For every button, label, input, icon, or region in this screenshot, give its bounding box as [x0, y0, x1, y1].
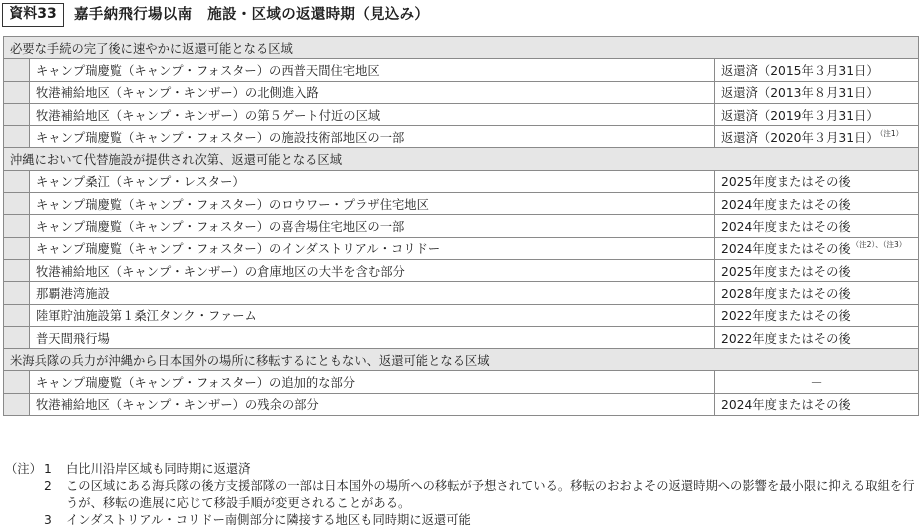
- return-date: 2028年度またはその後: [721, 286, 851, 301]
- note-item: [0, 512, 920, 529]
- return-date: 2024年度またはその後: [721, 197, 851, 212]
- table-row: [4, 81, 919, 103]
- return-date: 2022年度またはその後: [721, 309, 851, 324]
- table-row: [4, 371, 919, 393]
- section-title: 米海兵隊の兵力が沖縄から日本国外の場所に移転するにともない、返還可能となる区域: [4, 349, 919, 371]
- return-date: 2024年度またはその後: [721, 220, 851, 235]
- section-title: 必要な手続の完了後に速やかに返還可能となる区域: [4, 37, 919, 59]
- note-text: この区域にある海兵隊の後方支援部隊の一部は日本国外の場所への移転が予想されている。移転のおおよその返還時期への影響を最小限に抑える取組を行うが、移転の進展に応じて移設手順が変更されることがある。: [66, 479, 915, 510]
- return-date-cell: [715, 215, 919, 237]
- return-date-cell: [715, 237, 919, 259]
- page-title: 嘉手納飛行場以南 施設・区域の返還時期（見込み）: [74, 7, 430, 23]
- return-date-cell: [715, 81, 919, 103]
- table-row: [4, 259, 919, 281]
- row-indent: [4, 59, 30, 81]
- return-date-cell: [715, 282, 919, 304]
- return-schedule-table: [3, 36, 919, 416]
- table-row: [4, 282, 919, 304]
- table-row: [4, 215, 919, 237]
- facility-name: キャンプ瑞慶覧（キャンプ・フォスター）の追加的な部分: [30, 371, 715, 393]
- section-header-row: [4, 349, 919, 371]
- table-row: [4, 170, 919, 192]
- document-header: [0, 0, 920, 30]
- return-date-cell: [715, 304, 919, 326]
- table-row: [4, 304, 919, 326]
- table-row: [4, 326, 919, 348]
- table-row: [4, 126, 919, 148]
- facility-name: キャンプ瑞慶覧（キャンプ・フォスター）のインダストリアル・コリドー: [30, 237, 715, 259]
- row-indent: [4, 103, 30, 125]
- return-date: 2024年度またはその後: [721, 242, 851, 257]
- return-date: 2025年度またはその後: [721, 264, 851, 279]
- row-indent: [4, 81, 30, 103]
- return-date-cell: [715, 371, 919, 393]
- row-indent: [4, 304, 30, 326]
- return-date-cell: [715, 103, 919, 125]
- section-title: 沖縄において代替施設が提供され次第、返還可能となる区域: [4, 148, 919, 170]
- facility-name: 牧港補給地区（キャンプ・キンザー）の北側進入路: [30, 81, 715, 103]
- return-date-cell: [715, 170, 919, 192]
- return-date-cell: [715, 126, 919, 148]
- section-header-row: [4, 148, 919, 170]
- return-date-cell: [715, 259, 919, 281]
- note-number: 3: [44, 513, 52, 527]
- return-date-cell: [715, 193, 919, 215]
- notes-section: [0, 461, 920, 529]
- note-text: インダストリアル・コリドー南側部分に隣接する地区も同時期に返還可能: [66, 513, 471, 527]
- table-row: [4, 103, 919, 125]
- return-date: 返還済（2013年８月31日）: [721, 86, 879, 101]
- note-reference: （注1）: [879, 128, 904, 138]
- table-body: [4, 37, 919, 416]
- facility-name: キャンプ桑江（キャンプ・レスター）: [30, 170, 715, 192]
- row-indent: [4, 126, 30, 148]
- notes-label: （注）: [5, 462, 42, 476]
- return-date-cell: [715, 393, 919, 415]
- facility-name: 陸軍貯油施設第１桑江タンク・ファーム: [30, 304, 715, 326]
- return-date: 2022年度またはその後: [721, 331, 851, 346]
- table-row: [4, 393, 919, 415]
- table-row: [4, 59, 919, 81]
- row-indent: [4, 282, 30, 304]
- note-number: 1: [44, 462, 52, 476]
- facility-name: 牧港補給地区（キャンプ・キンザー）の残余の部分: [30, 393, 715, 415]
- facility-name: キャンプ瑞慶覧（キャンプ・フォスター）の喜舎場住宅地区の一部: [30, 215, 715, 237]
- return-date-cell: [715, 59, 919, 81]
- note-item: [0, 461, 920, 478]
- facility-name: キャンプ瑞慶覧（キャンプ・フォスター）のロウワー・プラザ住宅地区: [30, 193, 715, 215]
- note-item: [0, 478, 920, 512]
- facility-name: 牧港補給地区（キャンプ・キンザー）の第５ゲート付近の区域: [30, 103, 715, 125]
- row-indent: [4, 215, 30, 237]
- return-date: 返還済（2015年３月31日）: [721, 63, 879, 78]
- note-number: 2: [44, 479, 52, 493]
- row-indent: [4, 259, 30, 281]
- facility-name: 牧港補給地区（キャンプ・キンザー）の倉庫地区の大半を含む部分: [30, 259, 715, 281]
- return-date: 2025年度またはその後: [721, 175, 851, 190]
- material-label: 資料33: [2, 3, 64, 27]
- return-date: 返還済（2020年３月31日）: [721, 130, 879, 145]
- return-date: －: [810, 376, 823, 391]
- row-indent: [4, 393, 30, 415]
- row-indent: [4, 237, 30, 259]
- row-indent: [4, 193, 30, 215]
- facility-name: 普天間飛行場: [30, 326, 715, 348]
- return-date: 返還済（2019年３月31日）: [721, 108, 879, 123]
- note-text: 白比川沿岸区域も同時期に返還済: [66, 462, 251, 476]
- section-header-row: [4, 37, 919, 59]
- table-row: [4, 237, 919, 259]
- return-date: 2024年度またはその後: [721, 398, 851, 413]
- row-indent: [4, 326, 30, 348]
- table-row: [4, 193, 919, 215]
- facility-name: 那覇港湾施設: [30, 282, 715, 304]
- return-date-cell: [715, 326, 919, 348]
- note-reference: （注2）、（注3）: [851, 240, 907, 250]
- facility-name: キャンプ瑞慶覧（キャンプ・フォスター）の西普天間住宅地区: [30, 59, 715, 81]
- row-indent: [4, 371, 30, 393]
- row-indent: [4, 170, 30, 192]
- facility-name: キャンプ瑞慶覧（キャンプ・フォスター）の施設技術部地区の一部: [30, 126, 715, 148]
